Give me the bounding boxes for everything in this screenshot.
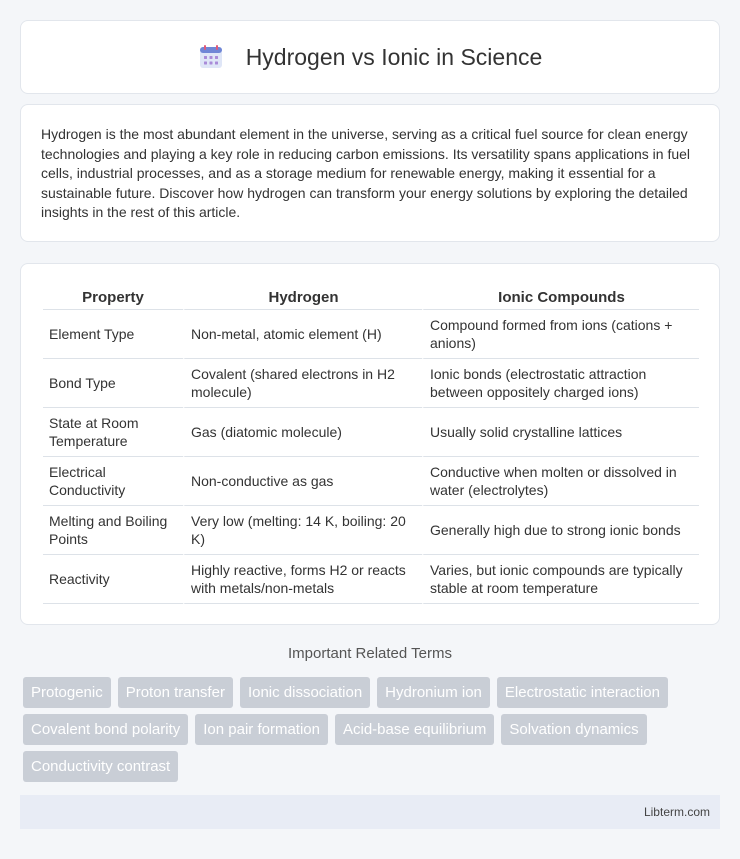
related-terms-title: Important Related Terms: [288, 645, 452, 662]
table-row: [43, 359, 699, 408]
table-cell: Compound formed from ions (cations + anions): [422, 310, 699, 359]
table-row: [43, 555, 699, 604]
footer-site-link[interactable]: Libterm.com: [643, 805, 710, 819]
intro-text: Hydrogen is the most abundant element in the universe, serving as a critical fuel source for clean energy technologies and playing a key role in reducing carbon emissions. Its versatility spans applications in fuel cells, industrial processes, and as a storage medium for renewable energy, making it essential for a sustainable future. Discover how hydrogen can transform your energy solutions by exploring the detailed insights in the rest of this article.: [41, 126, 691, 221]
table-cell: Varies, but ionic compounds are typically stable at room temperature: [422, 555, 699, 604]
table-cell: Generally high due to strong ionic bonds: [422, 506, 699, 555]
related-terms-list: [23, 677, 723, 788]
table-row: [43, 506, 699, 555]
table-cell: Usually solid crystalline lattices: [422, 408, 699, 457]
header-card: [20, 20, 720, 94]
comparison-table-card: [20, 263, 720, 625]
table-cell: State at Room Temperature: [43, 408, 183, 457]
related-term-tag[interactable]: Proton transfer: [118, 677, 233, 708]
column-header-ionic: Ionic Compounds: [422, 284, 699, 310]
related-term-tag[interactable]: Hydronium ion: [377, 677, 490, 708]
table-header-row: [43, 284, 699, 310]
related-term-tag[interactable]: Ionic dissociation: [240, 677, 370, 708]
related-term-tag[interactable]: Conductivity contrast: [23, 751, 178, 782]
related-term-tag[interactable]: Covalent bond polarity: [23, 714, 188, 745]
table-row: [43, 408, 699, 457]
table-cell: Very low (melting: 14 K, boiling: 20 K): [183, 506, 422, 555]
related-term-tag[interactable]: Ion pair formation: [195, 714, 328, 745]
table-cell: Gas (diatomic molecule): [183, 408, 422, 457]
table-cell: Reactivity: [43, 555, 183, 604]
table-cell: Highly reactive, forms H2 or reacts with metals/non-metals: [183, 555, 422, 604]
table-row: [43, 310, 699, 359]
table-cell: Conductive when molten or dissolved in water (electrolytes): [422, 457, 699, 506]
related-term-tag[interactable]: Solvation dynamics: [501, 714, 646, 745]
related-term-tag[interactable]: Electrostatic interaction: [497, 677, 668, 708]
related-term-tag[interactable]: Protogenic: [23, 677, 111, 708]
comparison-table: [43, 284, 699, 604]
intro-card: [20, 104, 720, 242]
table-cell: Covalent (shared electrons in H2 molecule): [183, 359, 422, 408]
column-header-property: Property: [43, 284, 183, 310]
table-cell: Non-metal, atomic element (H): [183, 310, 422, 359]
related-term-tag[interactable]: Acid-base equilibrium: [335, 714, 494, 745]
page-title: Hydrogen vs Ionic in Science: [245, 43, 543, 70]
column-header-hydrogen: Hydrogen: [183, 284, 422, 310]
table-cell: Melting and Boiling Points: [43, 506, 183, 555]
table-cell: Ionic bonds (electrostatic attraction between oppositely charged ions): [422, 359, 699, 408]
calendar-icon: [198, 44, 224, 70]
table-cell: Electrical Conductivity: [43, 457, 183, 506]
table-row: [43, 457, 699, 506]
footer: [20, 795, 720, 829]
table-cell: Non-conductive as gas: [183, 457, 422, 506]
table-cell: Bond Type: [43, 359, 183, 408]
table-cell: Element Type: [43, 310, 183, 359]
